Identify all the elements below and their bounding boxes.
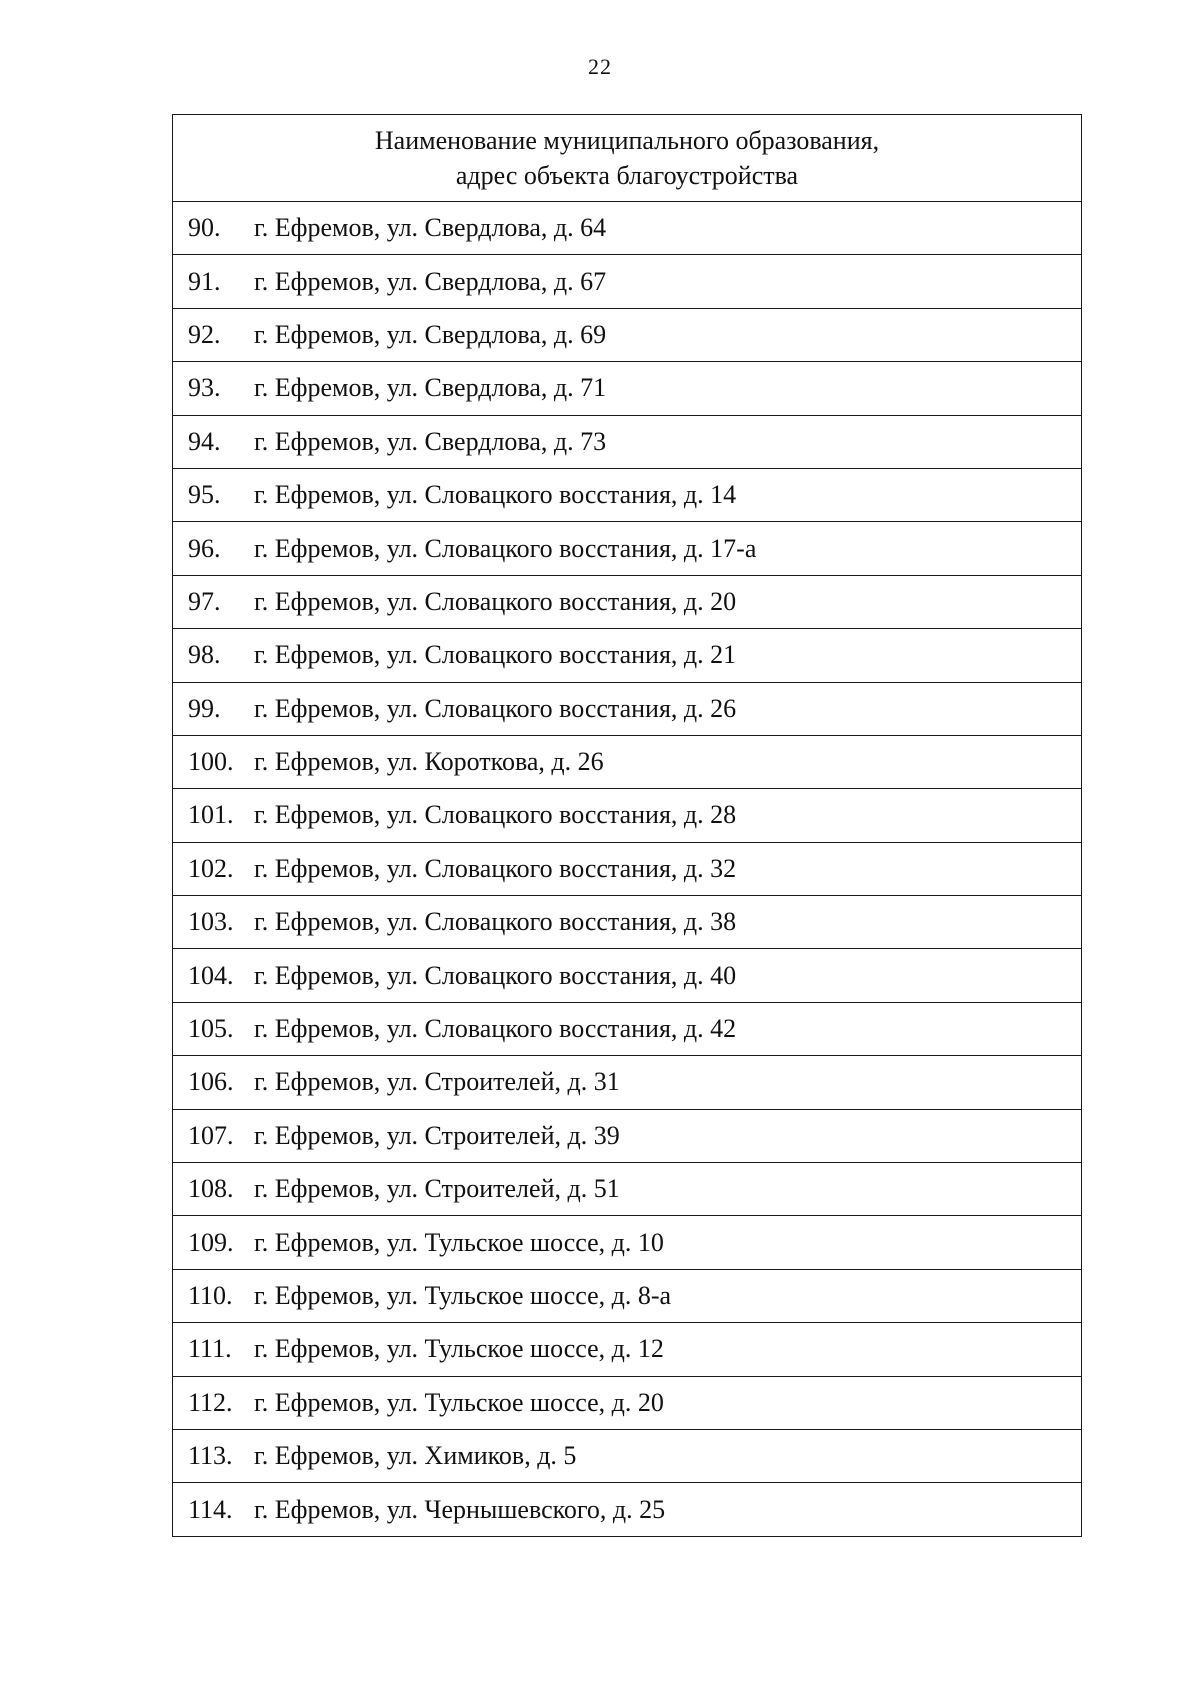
table-cell bbox=[173, 1056, 1082, 1109]
header-line-2: адрес объекта благоустройства bbox=[455, 161, 799, 190]
table-cell bbox=[173, 682, 1082, 735]
row-number: 90. bbox=[188, 213, 221, 243]
table-cell bbox=[173, 255, 1082, 308]
table-cell bbox=[173, 896, 1082, 949]
table-cell bbox=[173, 362, 1082, 415]
row-address: г. Ефремов, ул. Строителей, д. 51 bbox=[254, 1174, 620, 1204]
table-cell bbox=[173, 1002, 1082, 1055]
row-address: г. Ефремов, ул. Словацкого восстания, д. 21 bbox=[254, 640, 737, 670]
table-cell bbox=[173, 522, 1082, 575]
table-cell bbox=[173, 575, 1082, 628]
table-cell bbox=[173, 468, 1082, 521]
table-cell bbox=[173, 1109, 1082, 1162]
row-address: г. Ефремов, ул. Строителей, д. 39 bbox=[254, 1120, 620, 1150]
table-cell bbox=[173, 1429, 1082, 1482]
row-address: г. Ефремов, ул. Свердлова, д. 64 bbox=[254, 213, 607, 243]
row-address: г. Ефремов, ул. Словацкого восстания, д. 20 bbox=[254, 586, 737, 616]
row-address: г. Ефремов, ул. Словацкого восстания, д. 26 bbox=[254, 693, 737, 723]
row-number: 92. bbox=[188, 319, 221, 349]
table-cell bbox=[173, 842, 1082, 895]
table-row bbox=[173, 1163, 1082, 1216]
table-cell bbox=[173, 1376, 1082, 1429]
page-number: 22 bbox=[588, 54, 612, 79]
table-cell bbox=[173, 949, 1082, 1002]
row-address: г. Ефремов, ул. Чернышевского, д. 25 bbox=[254, 1494, 666, 1524]
row-number: 107. bbox=[188, 1120, 234, 1150]
table-cell bbox=[173, 308, 1082, 361]
table-body bbox=[173, 115, 1082, 1537]
row-number: 109. bbox=[188, 1227, 234, 1257]
table-row bbox=[173, 1056, 1082, 1109]
table-row bbox=[173, 896, 1082, 949]
row-number: 110. bbox=[188, 1281, 233, 1310]
row-address: г. Ефремов, ул. Словацкого восстания, д. 42 bbox=[254, 1014, 737, 1044]
row-number: 113. bbox=[188, 1441, 233, 1471]
table-row bbox=[173, 255, 1082, 308]
table-row bbox=[173, 949, 1082, 1002]
table-row bbox=[173, 1429, 1082, 1482]
row-address: г. Ефремов, ул. Словацкого восстания, д. 38 bbox=[254, 907, 737, 937]
table-header-row bbox=[173, 115, 1082, 202]
row-address: г. Ефремов, ул. Свердлова, д. 69 bbox=[254, 319, 607, 349]
table-row bbox=[173, 308, 1082, 361]
row-address: г. Ефремов, ул. Тульское шоссе, д. 8-а bbox=[254, 1281, 672, 1310]
table-row bbox=[173, 1269, 1082, 1322]
table-row bbox=[173, 1483, 1082, 1536]
table-row bbox=[173, 1216, 1082, 1269]
row-number: 91. bbox=[188, 266, 221, 296]
table-cell bbox=[173, 629, 1082, 682]
row-number: 106. bbox=[188, 1067, 234, 1097]
table-row bbox=[173, 629, 1082, 682]
row-number: 112. bbox=[188, 1387, 233, 1417]
table-row bbox=[173, 735, 1082, 788]
table-row bbox=[173, 522, 1082, 575]
header-line-1: Наименование муниципального образования, bbox=[374, 126, 880, 155]
table-row bbox=[173, 1109, 1082, 1162]
row-number: 103. bbox=[188, 907, 234, 937]
table-cell bbox=[173, 415, 1082, 468]
table-cell bbox=[173, 1269, 1082, 1322]
table-row bbox=[173, 842, 1082, 895]
row-number: 95. bbox=[188, 480, 221, 510]
row-number: 98. bbox=[188, 640, 221, 670]
row-number: 94. bbox=[188, 426, 221, 456]
table-row bbox=[173, 362, 1082, 415]
row-address: г. Ефремов, ул. Словацкого восстания, д. 40 bbox=[254, 960, 737, 990]
table-cell bbox=[173, 1216, 1082, 1269]
table-row bbox=[173, 468, 1082, 521]
table-cell bbox=[173, 1163, 1082, 1216]
row-address: г. Ефремов, ул. Свердлова, д. 73 bbox=[254, 426, 607, 456]
table-cell bbox=[173, 202, 1082, 255]
row-number: 93. bbox=[188, 373, 221, 403]
table-cell bbox=[173, 735, 1082, 788]
table-row bbox=[173, 1002, 1082, 1055]
address-table bbox=[172, 114, 1082, 1537]
table-header-cell bbox=[173, 115, 1082, 202]
row-address: г. Ефремов, ул. Тульское шоссе, д. 20 bbox=[254, 1387, 664, 1417]
row-number: 96. bbox=[188, 533, 221, 563]
row-address: г. Ефремов, ул. Свердлова, д. 71 bbox=[254, 373, 607, 403]
row-address: г. Ефремов, ул. Короткова, д. 26 bbox=[254, 747, 604, 777]
table-cell bbox=[173, 1323, 1082, 1376]
table-row bbox=[173, 1376, 1082, 1429]
table-row bbox=[173, 682, 1082, 735]
table-row bbox=[173, 415, 1082, 468]
table-row bbox=[173, 202, 1082, 255]
table-row bbox=[173, 789, 1082, 842]
table-row bbox=[173, 575, 1082, 628]
row-address: г. Ефремов, ул. Строителей, д. 31 bbox=[254, 1067, 620, 1097]
row-address: г. Ефремов, ул. Словацкого восстания, д. 32 bbox=[254, 853, 737, 883]
table-cell bbox=[173, 789, 1082, 842]
row-number: 108. bbox=[188, 1174, 234, 1204]
row-address: г. Ефремов, ул. Словацкого восстания, д. 14 bbox=[254, 480, 737, 510]
row-address: г. Ефремов, ул. Тульское шоссе, д. 10 bbox=[254, 1227, 664, 1257]
row-address: г. Ефремов, ул. Тульское шоссе, д. 12 bbox=[254, 1334, 664, 1364]
row-number: 99. bbox=[188, 693, 221, 723]
row-address: г. Ефремов, ул. Химиков, д. 5 bbox=[254, 1441, 577, 1471]
row-number: 100. bbox=[188, 747, 234, 777]
row-number: 97. bbox=[188, 586, 221, 616]
row-number: 105. bbox=[188, 1014, 234, 1044]
row-address: г. Ефремов, ул. Словацкого восстания, д. 28 bbox=[254, 800, 737, 830]
table-cell bbox=[173, 1483, 1082, 1536]
row-address: г. Ефремов, ул. Словацкого восстания, д. 17-а bbox=[254, 533, 757, 563]
row-address: г. Ефремов, ул. Свердлова, д. 67 bbox=[254, 266, 607, 296]
table-row bbox=[173, 1323, 1082, 1376]
row-number: 104. bbox=[188, 960, 234, 990]
row-number: 111. bbox=[188, 1334, 232, 1364]
row-number: 102. bbox=[188, 853, 234, 883]
row-number: 114. bbox=[188, 1494, 233, 1524]
row-number: 101. bbox=[188, 800, 234, 830]
